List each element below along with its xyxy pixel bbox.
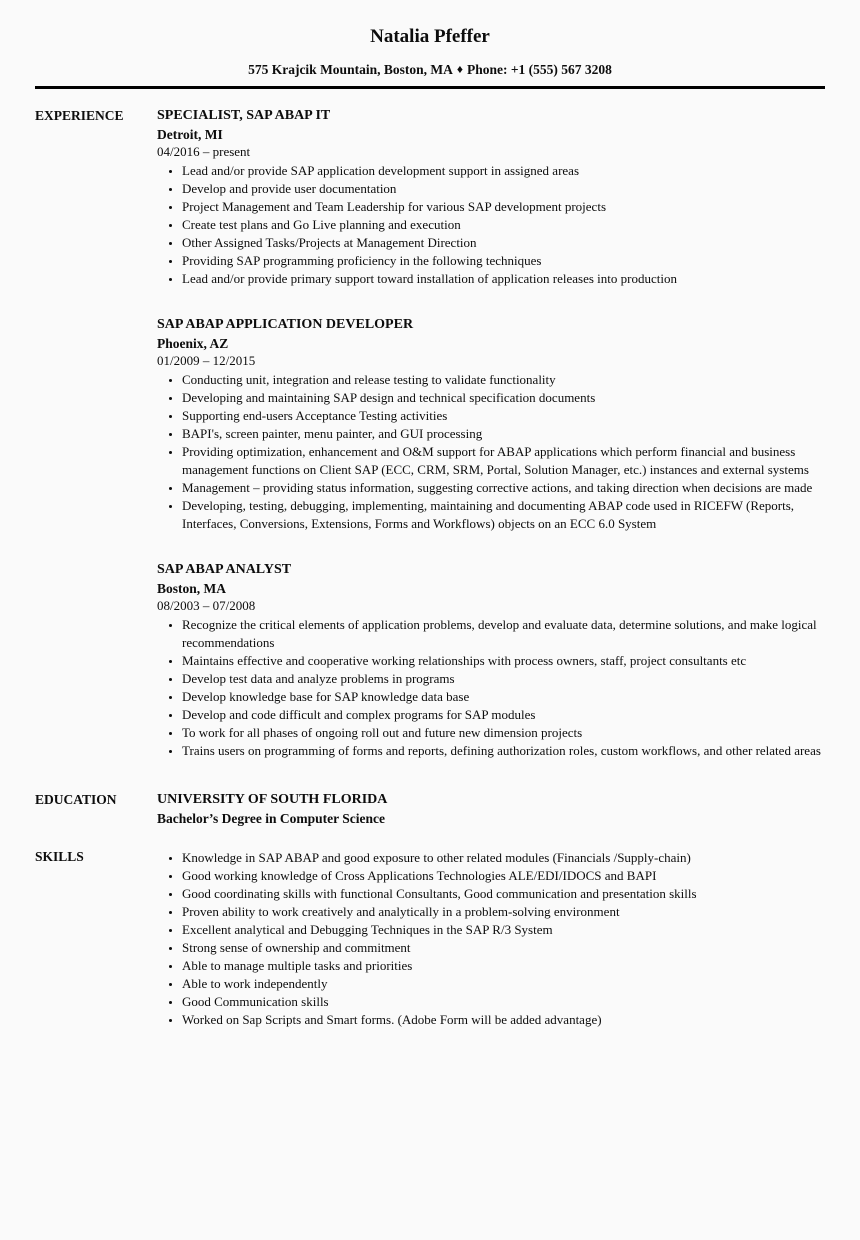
bullet-item: • Trains users on programming of forms and reports, defining authorization roles, custom workflows, and other related areas [182, 742, 825, 760]
bullet-item: • Good coordinating skills with functional Consultants, Good communication and presentation skills [182, 885, 825, 903]
job-bullet-list [157, 616, 825, 760]
job-entry-specialist [157, 106, 825, 288]
bullet-item: • Maintains effective and cooperative working relationships with process owners, staff, project consultants etc [182, 652, 825, 670]
bullet-item: • Providing SAP programming proficiency in the following techniques [182, 252, 825, 270]
job-bullet-list [157, 162, 825, 288]
job-title: SAP ABAP APPLICATION DEVELOPER [157, 317, 414, 332]
diamond-icon: ♦ [456, 62, 463, 76]
bullet-item: • Worked on Sap Scripts and Smart forms. (Adobe Form will be added advantage) [182, 1011, 825, 1029]
bullet-item: • Developing, testing, debugging, implementing, maintaining and documenting ABAP code used in RICEFW (Reports, Interfaces, Conversions, Extensions, Forms and Workflows) objects on an ECC 6.0 System [182, 497, 825, 533]
job-entry-application-developer [157, 315, 825, 533]
bullet-item: • Developing and maintaining SAP design and technical specification documents [182, 389, 825, 407]
bullet-item: • Develop and provide user documentation [182, 180, 825, 198]
bullet-item: • Develop knowledge base for SAP knowledge data base [182, 688, 825, 706]
job-dates: 04/2016 – present [157, 144, 251, 159]
job-location: Phoenix, AZ [157, 336, 229, 351]
section-label-skills: SKILLS [35, 849, 84, 864]
bullet-item: • Supporting end-users Acceptance Testing activities [182, 407, 825, 425]
bullet-item: • Excellent analytical and Debugging Techniques in the SAP R/3 System [182, 921, 825, 939]
job-location: Boston, MA [157, 581, 227, 596]
section-label-education: EDUCATION [35, 792, 117, 807]
job-bullet-list [157, 371, 825, 533]
bullet-item: • Management – providing status information, suggesting corrective actions, and taking direction when decisions are made [182, 479, 825, 497]
bullet-item: • Lead and/or provide SAP application development support in assigned areas [182, 162, 825, 180]
skills-section [35, 847, 825, 1029]
bullet-item: • Good Communication skills [182, 993, 825, 1011]
bullet-item: • Develop test data and analyze problems in programs [182, 670, 825, 688]
bullet-item: • Lead and/or provide primary support toward installation of application releases into production [182, 270, 825, 288]
job-title: SAP ABAP ANALYST [157, 562, 292, 577]
bullet-item: • Proven ability to work creatively and analytically in a problem-solving environment [182, 903, 825, 921]
degree: Bachelor’s Degree in Computer Science [157, 811, 385, 826]
bullet-item: • Create test plans and Go Live planning and execution [182, 216, 825, 234]
job-title: SPECIALIST, SAP ABAP IT [157, 108, 331, 123]
phone: Phone: +1 (555) 567 3208 [466, 62, 612, 77]
skills-bullet-list [157, 849, 825, 1029]
bullet-item: • Able to work independently [182, 975, 825, 993]
experience-section [35, 106, 825, 760]
bullet-item: • Strong sense of ownership and commitment [182, 939, 825, 957]
person-name: Natalia Pfeffer [370, 26, 490, 47]
section-label-experience: EXPERIENCE [35, 108, 124, 123]
bullet-item: • Develop and code difficult and complex programs for SAP modules [182, 706, 825, 724]
school-name: UNIVERSITY OF SOUTH FLORIDA [157, 792, 388, 807]
bullet-item: • Conducting unit, integration and release testing to validate functionality [182, 371, 825, 389]
bullet-item: • Good working knowledge of Cross Applications Technologies ALE/EDI/IDOCS and BAPI [182, 867, 825, 885]
job-location: Detroit, MI [157, 127, 223, 142]
contact-line [35, 61, 825, 79]
address: 575 Krajcik Mountain, Boston, MA [248, 62, 453, 77]
job-dates: 08/2003 – 07/2008 [157, 598, 256, 613]
job-entry-analyst [157, 560, 825, 760]
job-dates: 01/2009 – 12/2015 [157, 353, 256, 368]
bullet-item: • Recognize the critical elements of application problems, develop and evaluate data, determine solutions, and make logical recommendations [182, 616, 825, 652]
bullet-item: • To work for all phases of ongoing roll out and future new dimension projects [182, 724, 825, 742]
bullet-item: • Able to manage multiple tasks and priorities [182, 957, 825, 975]
bullet-item: • Other Assigned Tasks/Projects at Management Direction [182, 234, 825, 252]
education-section [35, 790, 825, 828]
bullet-item: • Project Management and Team Leadership for various SAP development projects [182, 198, 825, 216]
bullet-item: • Providing optimization, enhancement and O&M support for ABAP applications which perform financial and business management functions on Client SAP (ECC, CRM, SRM, Portal, Solution Manager, etc.) instances and external systems [182, 443, 825, 479]
bullet-item: • BAPI's, screen painter, menu painter, and GUI processing [182, 425, 825, 443]
header-divider [35, 86, 825, 89]
bullet-item: • Knowledge in SAP ABAP and good exposure to other related modules (Financials /Supply-chain) [182, 849, 825, 867]
